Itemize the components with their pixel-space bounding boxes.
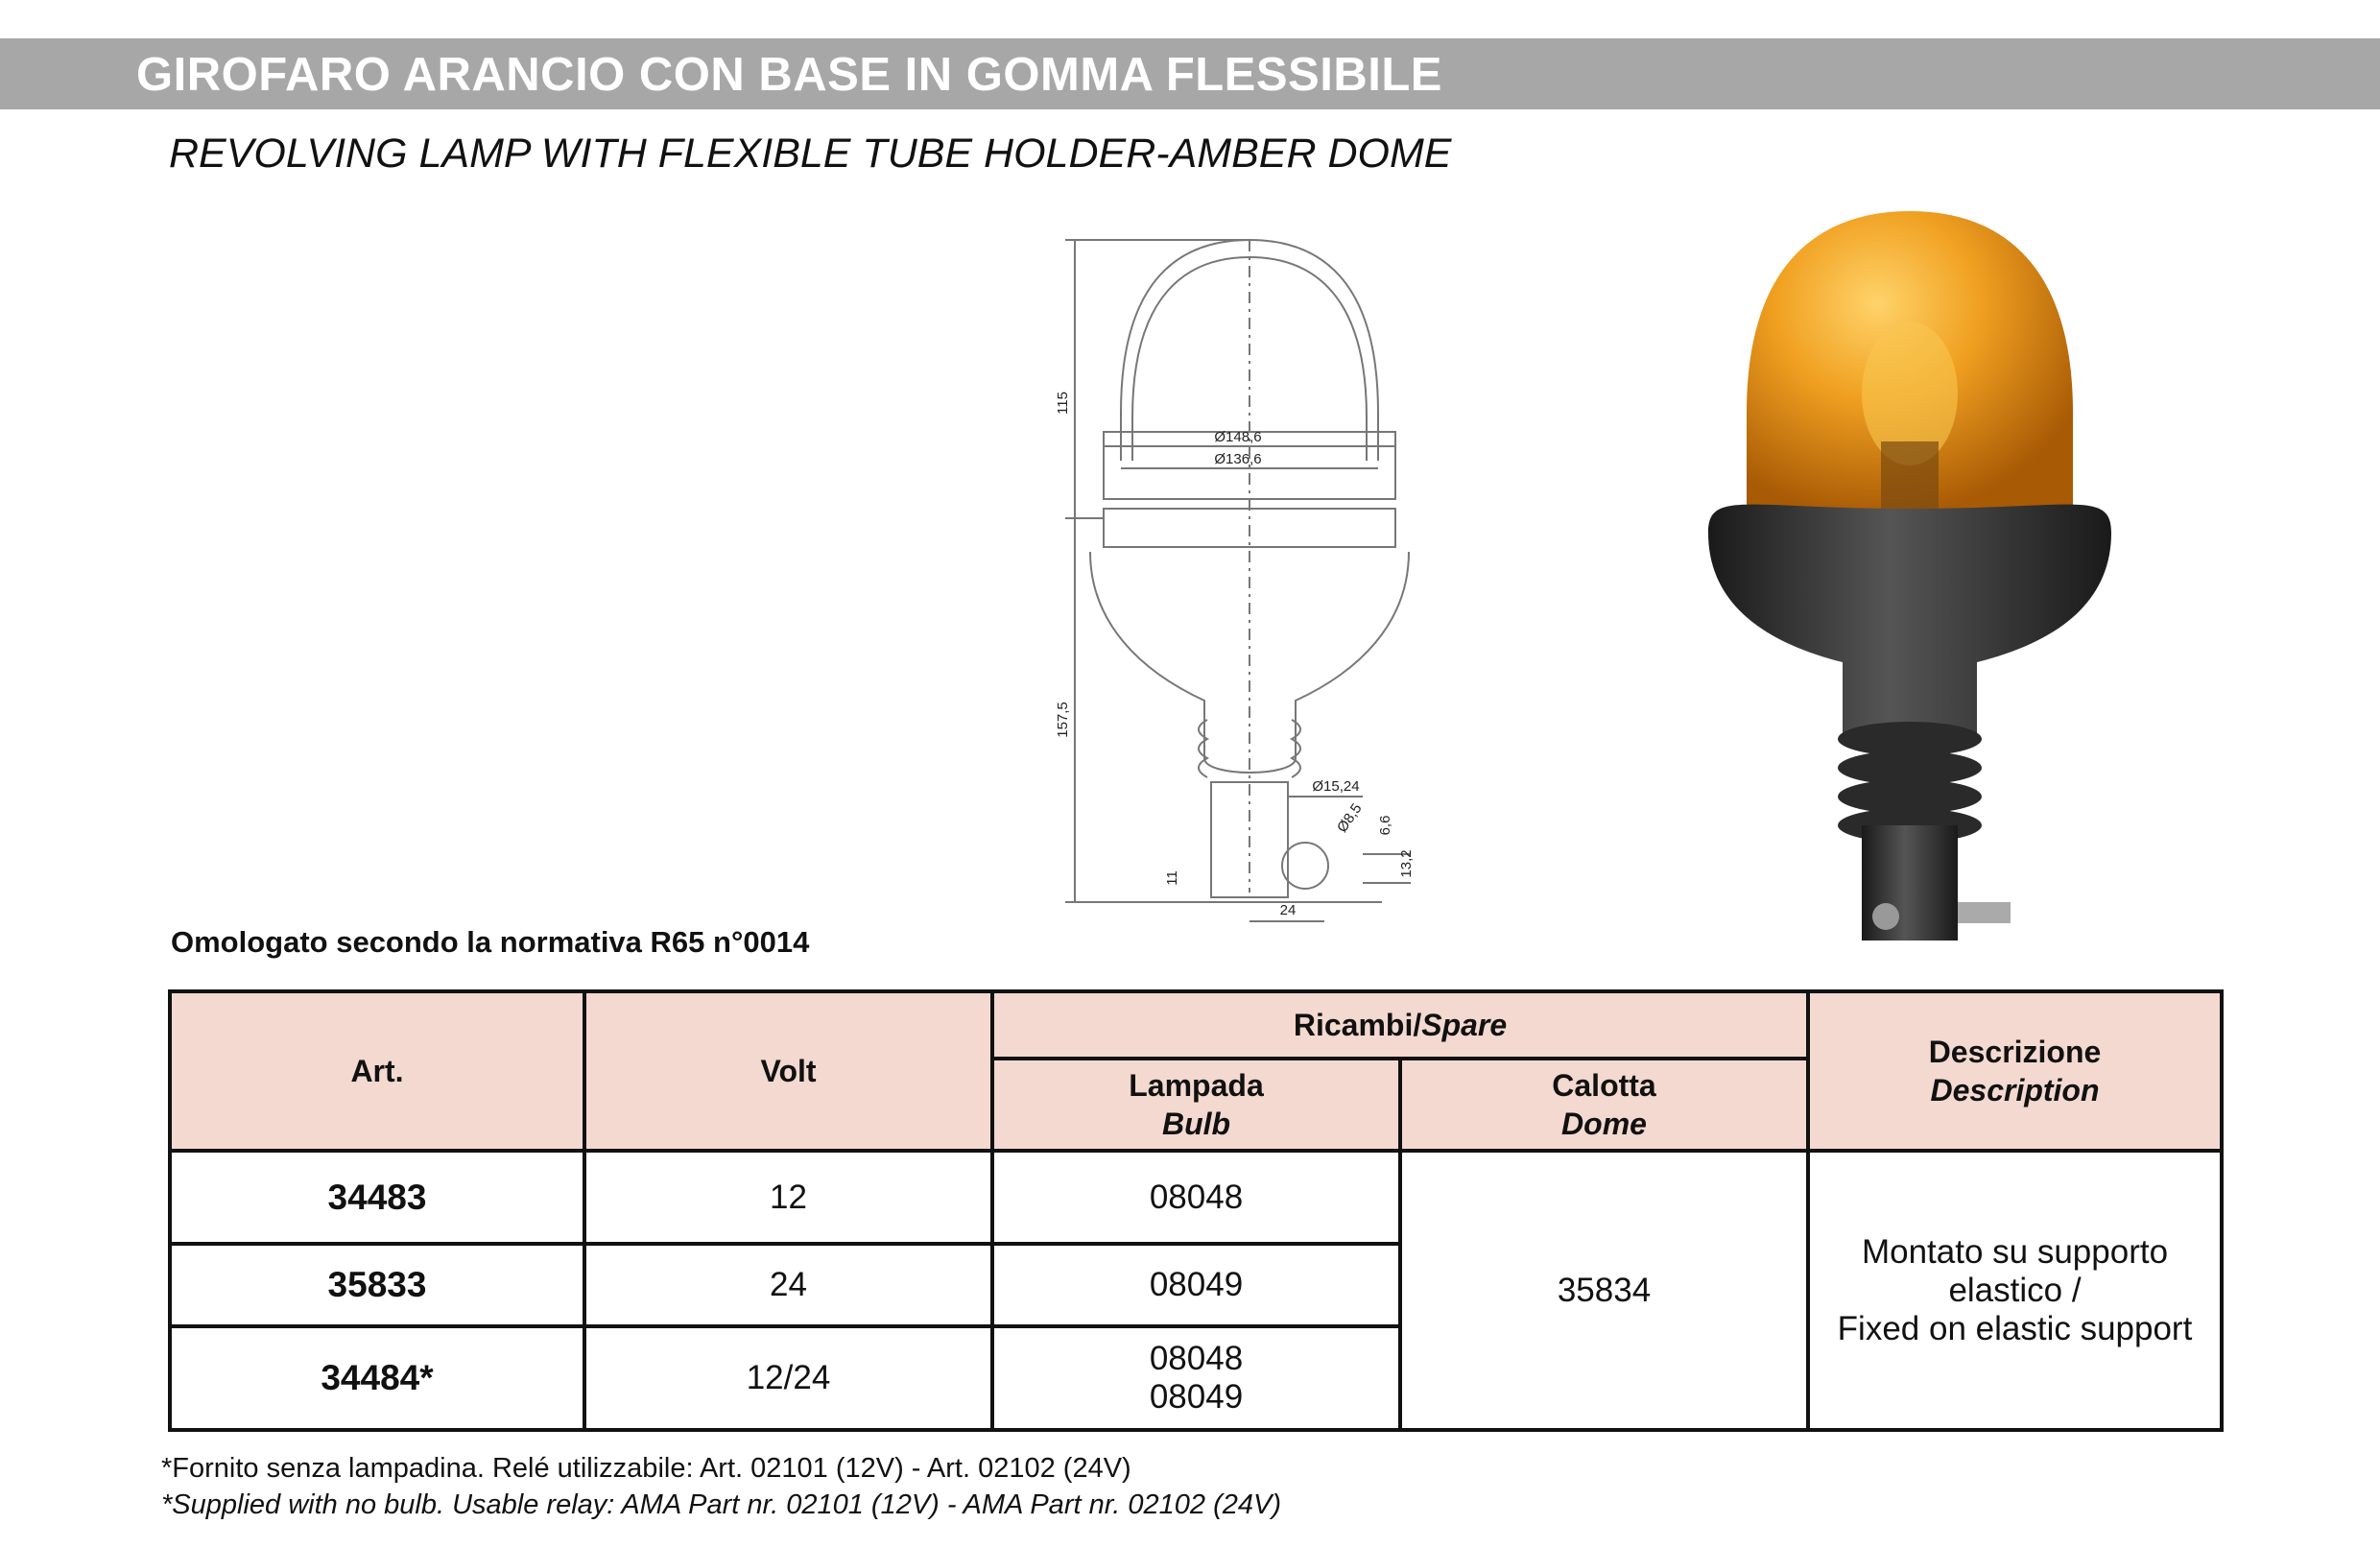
header-dome-en: Dome [1561,1107,1647,1141]
footnote-en: *Supplied with no bulb. Usable relay: AMA Part nr. 02101 (12V) - AMA Part nr. 02102 (24V) [161,1489,1282,1520]
header-bulb [992,1059,1400,1151]
cell-bulb: 08048 [992,1151,1400,1244]
cell-dome: 35834 [1400,1151,1808,1430]
footnote-it: *Fornito senza lampadina. Relé utilizzabile: Art. 02101 (12V) - Art. 02102 (24V) [161,1453,1131,1484]
description-line-1: Montato su supporto [1861,1232,2169,1271]
description-line-2: elastico / [1948,1271,2082,1309]
cell-bulb-line-2: 08049 [1149,1378,1244,1416]
header-bulb-it: Lampada [1129,1068,1264,1103]
technical-drawing [1036,221,1459,931]
dim-h-small: 6,6 [1377,815,1393,836]
dim-d-tube: Ø15,24 [1312,778,1360,795]
page-title: GIROFARO ARANCIO CON BASE IN GOMMA FLESSIBILE [136,49,1442,101]
header-dome-it: Calotta [1552,1068,1656,1103]
wing-nut [1958,902,2011,923]
dim-h-bottom: 11 [1164,870,1180,886]
bulb-holder [1881,441,1939,509]
dim-h-right: 13,2 [1398,849,1415,878]
table-header-row [170,991,2222,1059]
description-line-3: Fixed on elastic support [1837,1309,2193,1347]
dim-w-bottom: 24 [1279,902,1297,918]
tube-hole [1282,843,1328,889]
dim-h-dome: 115 [1055,392,1071,415]
cell-volt: 12/24 [584,1326,992,1430]
spec-table [168,989,2224,1432]
header-description [1808,991,2222,1151]
header-art: Art. [170,991,584,1151]
cell-art: 34484* [170,1326,584,1430]
table-row [170,1151,2222,1244]
mount-screw [1872,903,1899,930]
cell-art: 35833 [170,1244,584,1326]
rubber-bellows [1838,722,1982,843]
cell-volt: 24 [584,1244,992,1326]
dim-d-hole: Ø8,5 [1334,800,1366,836]
cell-volt: 12 [584,1151,992,1244]
cell-description [1808,1151,2222,1430]
header-description-it: Descrizione [1928,1035,2102,1069]
header-spare-it: Ricambi/ [1293,1008,1422,1042]
header-bulb-en: Bulb [1161,1107,1231,1141]
cell-art: 34483 [170,1151,584,1244]
rubber-base [1708,505,2111,739]
header-spare-en: Spare [1421,1008,1508,1042]
cell-bulb: 08049 [992,1244,1400,1326]
dim-d-outer: Ø148,6 [1214,429,1262,445]
page-subtitle: REVOLVING LAMP WITH FLEXIBLE TUBE HOLDER-AMBER DOME [169,131,1452,177]
header-description-en: Description [1930,1073,2100,1107]
cell-bulb [992,1326,1400,1430]
cell-bulb-line-1: 08048 [1149,1340,1244,1377]
dim-h-base: 157,5 [1055,702,1071,738]
header-volt: Volt [584,991,992,1151]
header-dome [1400,1059,1808,1151]
header-spare [992,991,1808,1059]
homologation-note: Omologato secondo la normativa R65 n°0014 [171,925,810,959]
product-photo [1689,202,2130,969]
dim-d-inner: Ø136,6 [1214,451,1262,467]
